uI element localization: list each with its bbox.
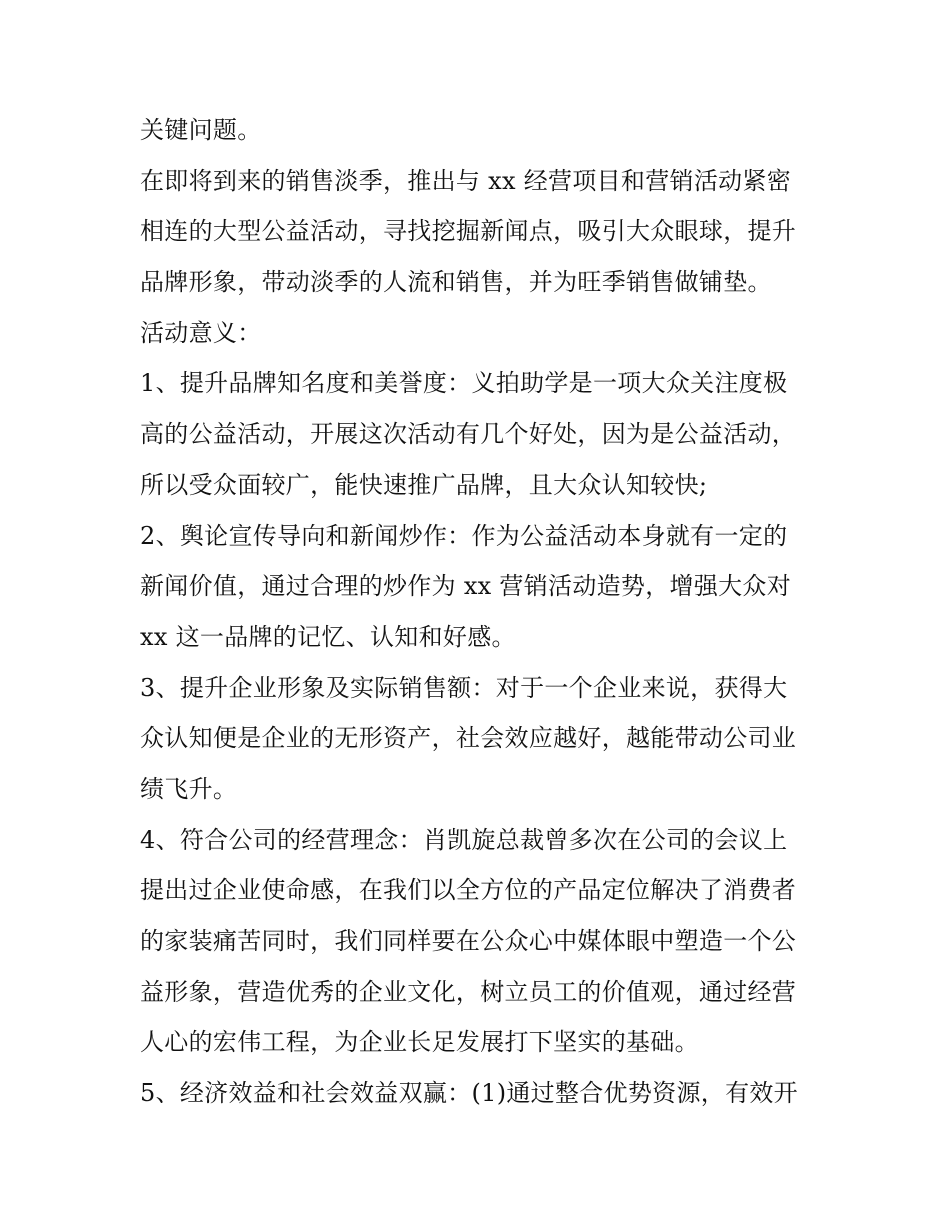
text-line: xx 这一品牌的记忆、认知和好感。 xyxy=(140,622,516,651)
text-line: 绩飞升。 xyxy=(140,774,238,803)
text-line: 4、符合公司的经营理念：肖凯旋总裁曾多次在公司的会议上 xyxy=(140,825,788,854)
text-line: 在即将到来的销售淡季，推出与 xx 经营项目和营销活动紧密 xyxy=(140,166,792,195)
section-heading: 活动意义： xyxy=(140,318,262,347)
text-line: 2、舆论宣传导向和新闻炒作：作为公益活动本身就有一定的 xyxy=(140,521,788,550)
document-body xyxy=(140,105,812,1119)
text-line: 3、提升企业形象及实际销售额：对于一个企业来说，获得大 xyxy=(140,673,788,702)
text-line: 益形象，营造优秀的企业文化，树立员工的价值观，通过经营 xyxy=(140,977,797,1006)
text-line: 相连的大型公益活动，寻找挖掘新闻点，吸引大众眼球，提升 xyxy=(140,217,797,246)
text-line: 的家装痛苦同时，我们同样要在公众心中媒体眼中塑造一个公 xyxy=(140,927,797,955)
text-line: 新闻价值，通过合理的炒作为 xx 营销活动造势，增强大众对 xyxy=(140,572,792,601)
text-line: 5、经济效益和社会效益双赢：(1)通过整合优势资源，有效开 xyxy=(140,1079,798,1108)
text-line: 人心的宏伟工程，为企业长足发展打下坚实的基础。 xyxy=(140,1028,699,1057)
text-line: 品牌形象，带动淡季的人流和销售，并为旺季销售做铺垫。 xyxy=(140,268,772,297)
text-line: 所以受众面较广，能快速推广品牌，且大众认知较快; xyxy=(140,470,708,499)
text-line: 高的公益活动，开展这次活动有几个好处，因为是公益活动， xyxy=(140,420,797,449)
text-line: 众认知便是企业的无形资产，社会效应越好，越能带动公司业 xyxy=(140,724,797,753)
text-line: 关键问题。 xyxy=(140,116,262,144)
text-line: 1、提升品牌知名度和美誉度：义拍助学是一项大众关注度极 xyxy=(140,369,788,398)
text-line: 提出过企业使命感，在我们以全方位的产品定位解决了消费者 xyxy=(140,876,797,905)
